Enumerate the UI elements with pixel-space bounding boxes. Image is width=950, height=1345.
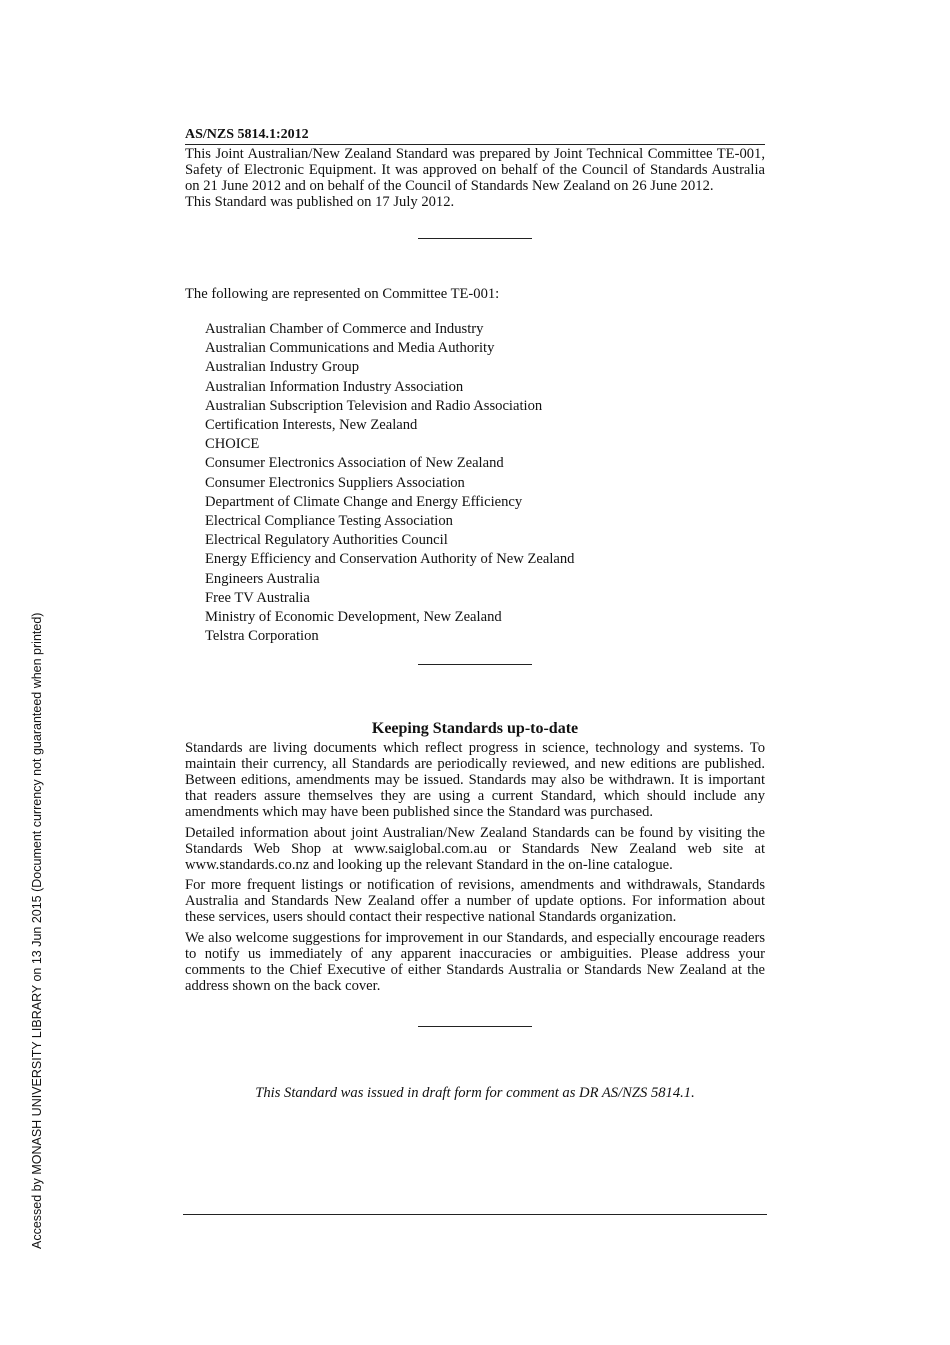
committee-member: CHOICE [205, 436, 260, 453]
keeping-paragraph: Standards are living documents which reflect progress in science, technology and systems. To maintain their currency, all Standards are periodically reviewed, and new editions are published. Between editions, amendments may be issued. Standards may also be withdrawn. It is important that readers assure themselves they are using a current Standard, which should include any amendments which may have been published since the Standard was purchased. [185, 740, 765, 821]
committee-member: Telstra Corporation [205, 628, 319, 645]
keeping-paragraph: We also welcome suggestions for improvement in our Standards, and especially encourage readers to notify us immediately of any apparent inaccuracies or ambiguities. Please address your comments to the Chief Executive of either Standards Australia or Standards New Zealand at the address shown on the back cover. [185, 929, 765, 994]
committee-member: Electrical Compliance Testing Association [205, 513, 453, 530]
committee-member: Engineers Australia [205, 570, 320, 587]
section-divider [418, 238, 532, 239]
committee-member: Free TV Australia [205, 589, 310, 606]
standard-id: AS/NZS 5814.1:2012 [185, 126, 765, 145]
committee-member: Electrical Regulatory Authorities Council [205, 532, 448, 549]
section-divider [418, 1026, 532, 1027]
publication-date: This Standard was published on 17 July 2012. [185, 194, 455, 210]
committee-member: Australian Industry Group [205, 359, 360, 376]
committee-member: Energy Efficiency and Conservation Authority of New Zealand [205, 551, 575, 568]
committee-member: Consumer Electronics Suppliers Association [205, 474, 465, 491]
committee-member: Australian Subscription Television and Radio Association [205, 397, 543, 414]
keeping-standards-heading: Keeping Standards up-to-date [371, 720, 579, 738]
committee-member-list [205, 320, 765, 646]
committee-intro: The following are represented on Committee TE-001: [185, 286, 500, 302]
committee-member: Australian Chamber of Commerce and Industry [205, 321, 484, 337]
keeping-paragraph: For more frequent listings or notification of revisions, amendments and withdrawals, Standards Australia and Standards New Zealand offer a number of update options. For information about these services, users should contact their respective national Standards organization. [185, 877, 765, 926]
committee-member: Consumer Electronics Association of New Zealand [205, 455, 504, 472]
footer-rule [183, 1214, 767, 1215]
access-margin-note: Accessed by MONASH UNIVERSITY LIBRARY on 13 Jun 2015 (Document currency not guaranteed when printed) [30, 612, 44, 1249]
committee-member: Ministry of Economic Development, New Zealand [205, 609, 502, 626]
document-page [185, 126, 765, 1102]
preparation-statement: This Joint Australian/New Zealand Standard was prepared by Joint Technical Committee TE-001, Safety of Electronic Equipment. It was approved on behalf of the Council of Standards Australia on 21 June 2012 and on behalf of the Council of Standards New Zealand on 26 June 2012. [185, 146, 765, 194]
committee-member: Department of Climate Change and Energy Efficiency [205, 493, 523, 510]
committee-member: Certification Interests, New Zealand [205, 417, 418, 434]
section-divider [418, 664, 532, 665]
draft-note: This Standard was issued in draft form for comment as DR AS/NZS 5814.1. [255, 1084, 695, 1101]
committee-member: Australian Information Industry Association [205, 378, 464, 395]
committee-member: Australian Communications and Media Authority [205, 340, 495, 357]
keeping-paragraph: Detailed information about joint Australian/New Zealand Standards can be found by visiting the Standards Web Shop at www.saiglobal.com.au or Standards New Zealand web site at www.standards.co.nz and looking up the relevant Standard in the on-line catalogue. [185, 824, 765, 873]
